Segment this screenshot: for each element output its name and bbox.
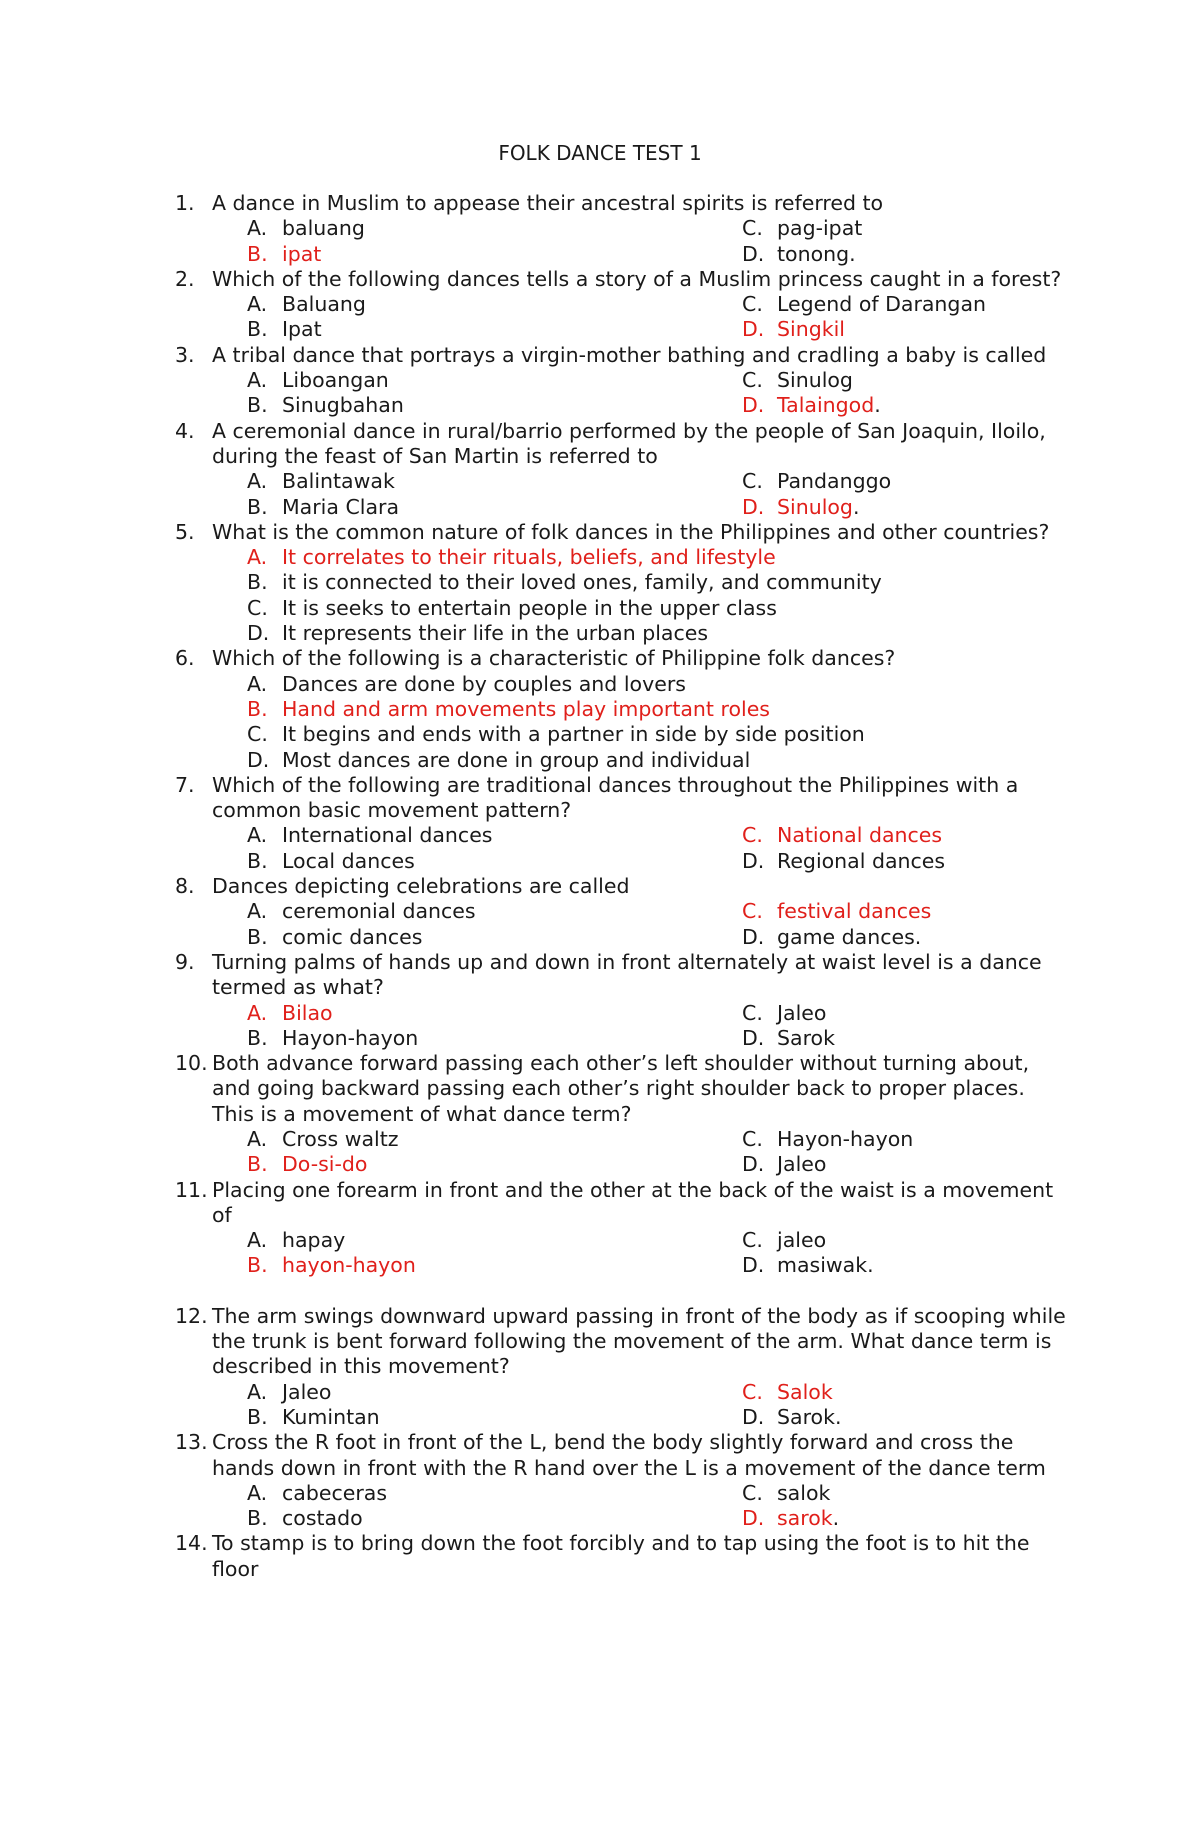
answer-option	[247, 596, 1075, 621]
option-text	[777, 216, 862, 241]
answer-option	[247, 1506, 742, 1531]
question-item	[175, 874, 1075, 950]
answer-options	[247, 672, 1075, 773]
option-text	[282, 899, 476, 924]
option-label: hapay	[282, 1228, 346, 1253]
question-item	[175, 520, 1075, 646]
answer-option	[247, 545, 1075, 570]
option-text	[777, 1001, 826, 1026]
question-row	[175, 1430, 1075, 1481]
answer-option	[742, 899, 1042, 924]
option-text	[777, 899, 931, 924]
option-text	[282, 596, 777, 621]
question-item	[175, 1304, 1075, 1430]
option-letter: A.	[247, 1379, 268, 1404]
correct-answer-text: Sinulog	[777, 494, 853, 519]
option-label: Legend of Darangan	[777, 292, 986, 317]
answer-option	[247, 469, 742, 494]
option-label: Balintawak	[282, 469, 395, 494]
option-label: Pandanggo	[777, 469, 892, 494]
option-label: cabeceras	[282, 1480, 388, 1505]
option-letter: D.	[742, 393, 765, 418]
option-text	[777, 925, 921, 950]
option-text	[777, 1127, 913, 1152]
page-title: FOLK DANCE TEST 1	[498, 141, 702, 165]
option-text	[282, 1152, 367, 1177]
option-label: Liboangan	[282, 368, 389, 393]
option-text	[282, 495, 399, 520]
option-label: International dances	[282, 823, 493, 848]
option-letter: D.	[742, 924, 765, 949]
option-letter: C.	[742, 216, 763, 241]
option-suffix: .	[874, 393, 881, 418]
question-number: 2.	[175, 266, 195, 291]
answer-options	[247, 368, 1075, 419]
answer-option	[247, 1405, 742, 1430]
question-text: Both advance forward passing each other’s left shoulder without turning about, and going backward passing each other’s right shoulder back to proper places. This is a movement of what dance term?	[212, 1051, 1030, 1126]
option-letter: D.	[742, 1253, 765, 1278]
option-text	[777, 368, 853, 393]
answer-options	[247, 899, 1075, 950]
option-text	[282, 317, 322, 342]
correct-answer-text: National dances	[777, 823, 943, 848]
option-text	[282, 242, 321, 267]
option-text	[777, 292, 986, 317]
answer-option	[247, 368, 742, 393]
answer-option	[247, 748, 1075, 773]
option-letter: A.	[247, 216, 268, 241]
question-row	[175, 773, 1075, 824]
question-text: Which of the following are traditional dances throughout the Philippines with a common basic movement pattern?	[212, 772, 1019, 823]
answer-option	[247, 672, 1075, 697]
correct-answer-text: festival dances	[777, 899, 932, 924]
option-text	[777, 393, 881, 418]
option-letter: C.	[742, 1480, 763, 1505]
answer-option	[742, 823, 1042, 848]
answer-option	[742, 1506, 1042, 1531]
answer-option	[742, 393, 1042, 418]
correct-answer-text: Hand and arm movements play important roles	[282, 696, 770, 721]
answer-options	[247, 216, 1075, 267]
option-text	[282, 393, 404, 418]
option-letter: C.	[742, 1379, 763, 1404]
correct-answer-text: ipat	[282, 241, 322, 266]
question-row	[175, 1531, 1075, 1582]
option-text	[282, 849, 415, 874]
option-text	[282, 1481, 387, 1506]
option-letter: D.	[742, 1152, 765, 1177]
option-label: Sinugbahan	[282, 393, 404, 418]
answer-option	[247, 1380, 742, 1405]
option-text	[777, 1026, 835, 1051]
option-text	[282, 1228, 345, 1253]
correct-answer-text: It correlates to their rituals, beliefs, and lifestyle	[282, 545, 776, 570]
option-letter: A.	[247, 545, 268, 570]
question-number: 14.	[175, 1531, 208, 1556]
option-letter: D.	[742, 1025, 765, 1050]
answer-option	[742, 1228, 1042, 1253]
option-label: jaleo	[777, 1228, 827, 1253]
correct-answer-text: sarok	[777, 1506, 833, 1531]
option-letter: D.	[742, 1404, 765, 1429]
option-letter: D.	[742, 848, 765, 873]
question-item	[175, 1531, 1075, 1582]
question-item	[175, 343, 1075, 419]
answer-option	[742, 368, 1042, 393]
answer-option	[742, 1152, 1042, 1177]
option-label: Cross waltz	[282, 1126, 399, 1151]
spacer	[175, 1279, 1075, 1304]
answer-option	[247, 1228, 742, 1253]
question-row	[175, 1304, 1075, 1380]
answer-options	[247, 823, 1075, 874]
option-letter: C.	[742, 823, 763, 848]
answer-option	[247, 1481, 742, 1506]
option-letter: B.	[247, 494, 268, 519]
option-label: salok	[777, 1480, 831, 1505]
question-number: 13.	[175, 1430, 208, 1455]
option-letter: B.	[247, 1025, 268, 1050]
answer-options	[247, 1380, 1075, 1431]
option-label: pag-ipat	[777, 216, 863, 241]
option-label: Hayon-hayon	[777, 1126, 914, 1151]
answer-options	[247, 1481, 1075, 1532]
question-item	[175, 1178, 1075, 1279]
option-label: masiwak.	[777, 1253, 874, 1278]
option-label: it is connected to their loved ones, family, and community	[282, 570, 882, 595]
answer-option	[742, 1127, 1042, 1152]
option-text	[777, 495, 859, 520]
question-text: The arm swings downward upward passing in front of the body as if scooping while the trunk is bent forward following the movement of the arm. What dance term is described in this movement?	[212, 1303, 1066, 1379]
question-number: 1.	[175, 191, 195, 215]
answer-option	[247, 393, 742, 418]
question-text: To stamp is to bring down the foot forcibly and to tap using the foot is to hit the floor	[212, 1531, 1030, 1581]
correct-answer-text: hayon-hayon	[282, 1253, 416, 1278]
option-text	[777, 469, 891, 494]
option-letter: C.	[742, 1126, 763, 1151]
option-label: Jaleo	[777, 1000, 827, 1025]
option-letter: A.	[247, 368, 268, 393]
question-text: A tribal dance that portrays a virgin-mother bathing and cradling a baby is called	[212, 342, 1047, 367]
answer-options	[247, 292, 1075, 343]
answer-option	[247, 1152, 742, 1177]
option-text	[777, 849, 945, 874]
question-item	[175, 950, 1075, 1051]
option-label: ceremonial dances	[282, 899, 476, 924]
option-label: costado	[282, 1506, 363, 1531]
option-letter: D.	[742, 1506, 765, 1531]
option-letter: A.	[247, 823, 268, 848]
answer-option	[247, 899, 742, 924]
option-letter: A.	[247, 899, 268, 924]
option-label: It begins and ends with a partner in side by side position	[282, 722, 865, 747]
option-text	[282, 570, 882, 595]
question-list	[175, 191, 1075, 1582]
question-number: 9.	[175, 949, 195, 974]
question-row	[175, 1051, 1075, 1127]
question-row	[175, 419, 1075, 470]
option-label: Kumintan	[282, 1404, 380, 1429]
answer-option	[247, 216, 742, 241]
answer-option	[742, 1253, 1042, 1278]
option-text	[777, 1152, 826, 1177]
answer-option	[247, 292, 742, 317]
option-letter: C.	[742, 1228, 763, 1253]
question-number: 8.	[175, 874, 195, 899]
question-text: A dance in Muslim to appease their ancestral spirits is referred to	[212, 191, 884, 215]
option-label: Sinulog	[777, 368, 853, 393]
option-label: Ipat	[282, 317, 322, 342]
option-label: Most dances are done in group and individual	[282, 747, 751, 772]
answer-option	[247, 925, 742, 950]
question-row	[175, 874, 1075, 899]
answer-options	[247, 545, 1075, 646]
option-text	[282, 1026, 418, 1051]
question-text: A ceremonial dance in rural/barrio performed by the people of San Joaquin, Iloilo, during the feast of San Martin is referred to	[212, 418, 1046, 468]
option-letter: A.	[247, 1126, 268, 1151]
answer-option	[247, 1001, 742, 1026]
question-row	[175, 343, 1075, 368]
option-label: baluang	[282, 216, 365, 241]
question-number: 4.	[175, 418, 195, 443]
option-text	[777, 823, 942, 848]
option-letter: B.	[247, 1253, 268, 1278]
option-letter: C.	[742, 292, 763, 317]
answer-options	[247, 469, 1075, 520]
option-text	[282, 925, 422, 950]
answer-option	[247, 697, 1075, 722]
option-label: Regional dances	[777, 848, 946, 873]
option-label: Jaleo	[282, 1379, 332, 1404]
answer-option	[742, 495, 1042, 520]
option-text	[777, 1506, 839, 1531]
answer-option	[742, 1026, 1042, 1051]
option-letter: B.	[247, 1404, 268, 1429]
question-text: Cross the R foot in front of the L, bend the body slightly forward and cross the hands down in front with the R hand over the L is a movement of the dance term	[212, 1430, 1046, 1480]
option-text	[282, 1506, 363, 1531]
option-letter: B.	[247, 696, 268, 721]
option-text	[282, 545, 776, 570]
answer-option	[247, 1253, 742, 1278]
option-letter: A.	[247, 671, 268, 696]
option-label: game dances.	[777, 924, 922, 949]
question-text: Turning palms of hands up and down in front alternately at waist level is a dance termed as what?	[212, 949, 1042, 1000]
question-number: 6.	[175, 646, 195, 671]
option-letter: D.	[247, 621, 270, 646]
option-label: Local dances	[282, 848, 415, 873]
answer-option	[742, 242, 1042, 267]
answer-option	[247, 1127, 742, 1152]
question-number: 12.	[175, 1303, 208, 1328]
answer-option	[247, 849, 742, 874]
question-item	[175, 419, 1075, 520]
answer-options	[247, 1228, 1075, 1279]
answer-option	[247, 242, 742, 267]
correct-answer-text: Bilao	[282, 1000, 333, 1025]
answer-option	[247, 495, 742, 520]
question-row	[175, 646, 1075, 671]
option-text	[282, 1127, 399, 1152]
option-letter: B.	[247, 924, 268, 949]
answer-option	[742, 1380, 1042, 1405]
option-letter: A.	[247, 469, 268, 494]
option-label: Sarok	[777, 1025, 835, 1050]
question-number: 5.	[175, 519, 195, 544]
option-suffix: .	[832, 1506, 840, 1531]
option-label: comic dances	[282, 924, 423, 949]
question-text: Which of the following is a characteristic of Philippine folk dances?	[212, 646, 896, 671]
option-suffix: .	[852, 494, 860, 519]
question-row	[175, 520, 1075, 545]
option-text	[282, 672, 686, 697]
correct-answer-text: Singkil	[777, 317, 845, 342]
option-letter: C.	[742, 368, 763, 393]
option-text	[282, 1253, 416, 1278]
question-item	[175, 191, 1075, 267]
option-letter: C.	[742, 1000, 763, 1025]
option-letter: A.	[247, 1228, 268, 1253]
option-text	[282, 1001, 333, 1026]
option-text	[777, 1405, 841, 1430]
option-letter: C.	[247, 595, 268, 620]
option-label: It is seeks to entertain people in the upper class	[282, 595, 777, 620]
option-letter: D.	[742, 494, 765, 519]
answer-option	[247, 722, 1075, 747]
option-letter: C.	[742, 899, 763, 924]
option-text	[282, 1380, 331, 1405]
option-letter: C.	[742, 469, 763, 494]
answer-option	[742, 317, 1042, 342]
option-text	[282, 216, 365, 241]
question-item	[175, 1051, 1075, 1177]
question-item	[175, 646, 1075, 772]
option-text	[777, 317, 845, 342]
option-label: Hayon-hayon	[282, 1025, 419, 1050]
option-letter: B.	[247, 317, 268, 342]
question-number: 10.	[175, 1051, 208, 1076]
answer-option	[742, 292, 1042, 317]
answer-option	[742, 469, 1042, 494]
option-letter: B.	[247, 848, 268, 873]
answer-options	[247, 1127, 1075, 1178]
option-text	[777, 1228, 826, 1253]
option-label: It represents their life in the urban places	[282, 621, 709, 646]
answer-option	[742, 216, 1042, 241]
option-text	[282, 722, 865, 747]
option-letter: B.	[247, 241, 268, 266]
answer-option	[247, 570, 1075, 595]
answer-option	[742, 925, 1042, 950]
option-letter: D.	[742, 317, 765, 342]
option-letter: A.	[247, 1000, 268, 1025]
option-text	[282, 368, 389, 393]
question-number: 3.	[175, 342, 195, 367]
option-letter: D.	[742, 241, 765, 266]
answer-option	[247, 1026, 742, 1051]
question-text: What is the common nature of folk dances in the Philippines and other countries?	[212, 519, 1050, 544]
option-label: Sarok.	[777, 1404, 842, 1429]
option-letter: B.	[247, 393, 268, 418]
option-text	[282, 292, 366, 317]
question-text: Placing one forearm in front and the other at the back of the waist is a movement of	[212, 1177, 1054, 1227]
option-letter: D.	[247, 747, 270, 772]
option-text	[282, 697, 770, 722]
question-text: Which of the following dances tells a story of a Muslim princess caught in a forest?	[212, 266, 1062, 291]
option-label: Baluang	[282, 292, 366, 317]
option-label: Jaleo	[777, 1152, 827, 1177]
answer-option	[742, 1001, 1042, 1026]
answer-option	[742, 1481, 1042, 1506]
option-letter: B.	[247, 1506, 268, 1531]
option-text	[777, 1380, 833, 1405]
correct-answer-text: Talaingod	[777, 393, 875, 418]
question-item	[175, 267, 1075, 343]
question-row	[175, 950, 1075, 1001]
question-item	[175, 773, 1075, 874]
answer-option	[742, 1405, 1042, 1430]
question-number: 7.	[175, 772, 195, 797]
option-letter: C.	[247, 722, 268, 747]
option-letter: A.	[247, 292, 268, 317]
option-text	[777, 242, 856, 267]
option-text	[777, 1253, 874, 1278]
question-number: 11.	[175, 1177, 208, 1202]
option-text	[282, 621, 708, 646]
option-text	[777, 1481, 830, 1506]
answer-options	[247, 1001, 1075, 1052]
question-row	[175, 267, 1075, 292]
option-label: Dances are done by couples and lovers	[282, 671, 686, 696]
option-label: tonong.	[777, 241, 856, 266]
option-text	[282, 469, 395, 494]
option-letter: B.	[247, 570, 268, 595]
option-text	[282, 1405, 380, 1430]
answer-option	[247, 317, 742, 342]
question-row	[175, 1178, 1075, 1229]
answer-option	[247, 823, 742, 848]
option-letter: A.	[247, 1480, 268, 1505]
option-text	[282, 823, 493, 848]
correct-answer-text: Do-si-do	[282, 1152, 368, 1177]
option-text	[282, 748, 750, 773]
question-item	[175, 1430, 1075, 1531]
option-letter: B.	[247, 1152, 268, 1177]
correct-answer-text: Salok	[777, 1379, 833, 1404]
answer-option	[247, 621, 1075, 646]
question-text: Dances depicting celebrations are called	[212, 874, 630, 899]
question-row	[175, 191, 1075, 216]
option-label: Maria Clara	[282, 494, 400, 519]
answer-option	[742, 849, 1042, 874]
